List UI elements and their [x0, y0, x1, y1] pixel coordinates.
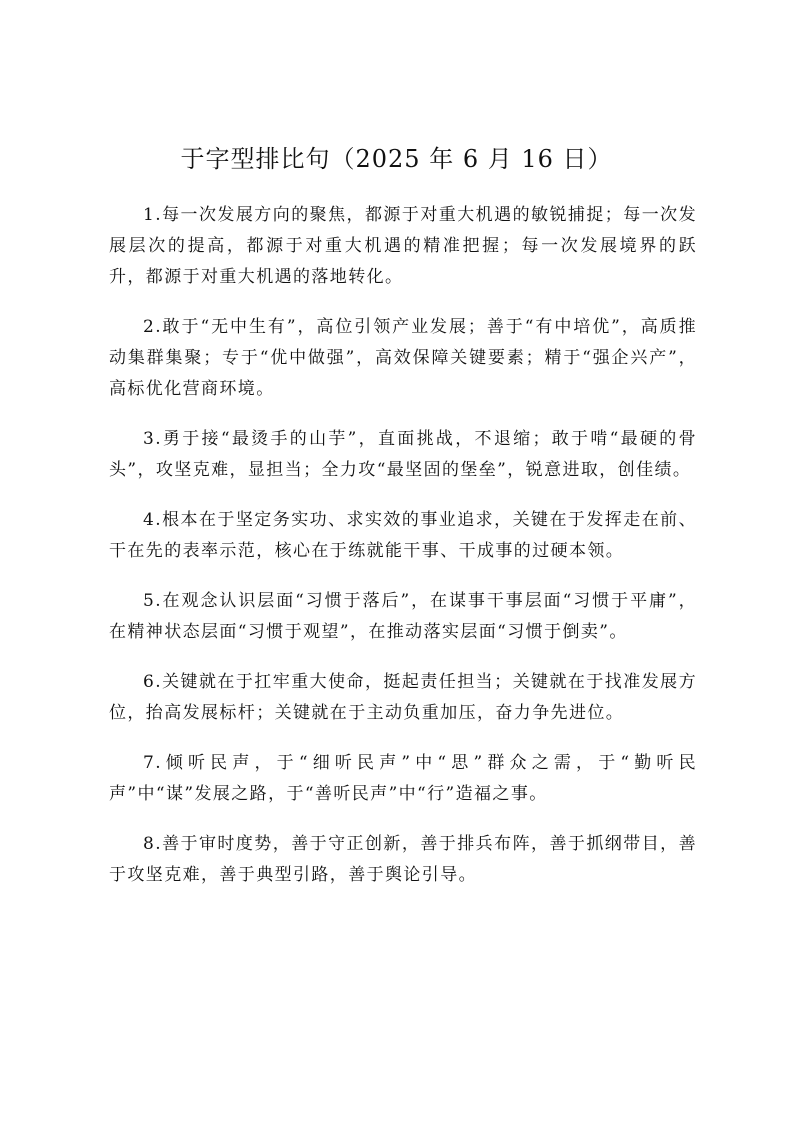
paragraph-1: 1.每一次发展方向的聚焦，都源于对重大机遇的敏锐捕捉；每一次发展层次的提高，都源于对重大机遇的精准把握；每一次发展境界的跃升，都源于对重大机遇的落地转化。: [109, 205, 697, 287]
paragraph-2: 2.敢于“无中生有”，高位引领产业发展；善于“有中培优”，高质推动集群集聚；专于“优中做强”，高效保障关键要素；精于“强企兴产”，高标优化营商环境。: [109, 317, 697, 399]
paragraph-5: 5.在观念认识层面“习惯于落后”，在谋事干事层面“习惯于平庸”，在精神状态层面“习惯于观望”，在推动落实层面“习惯于倒卖”。: [109, 591, 697, 642]
paragraph-7: 7.倾听民声，于“细听民声”中“思”群众之需，于“勤听民声”中“谋”发展之路，于“善听民声”中“行”造福之事。: [109, 753, 697, 804]
page-title: 于字型排比句（2025 年 6 月 16 日）: [180, 145, 613, 173]
paragraph-3: 3.勇于接“最烫手的山芋”，直面挑战，不退缩；敢于啃“最硬的骨头”，攻坚克难，显担当；全力攻“最坚固的堡垒”，锐意进取，创佳绩。: [109, 429, 697, 480]
document-body: [109, 200, 697, 910]
paragraph-6: 6.关键就在于扛牢重大使命，挺起责任担当；关键就在于找准发展方位，抬高发展标杆；关键就在于主动负重加压，奋力争先进位。: [109, 672, 697, 723]
paragraph-4: 4.根本在于坚定务实功、求实效的事业追求，关键在于发挥走在前、干在先的表率示范，核心在于练就能干事、干成事的过硬本领。: [109, 510, 697, 561]
paragraph-8: 8.善于审时度势，善于守正创新，善于排兵布阵，善于抓纲带目，善于攻坚克难，善于典型引路，善于舆论引导。: [109, 834, 697, 885]
